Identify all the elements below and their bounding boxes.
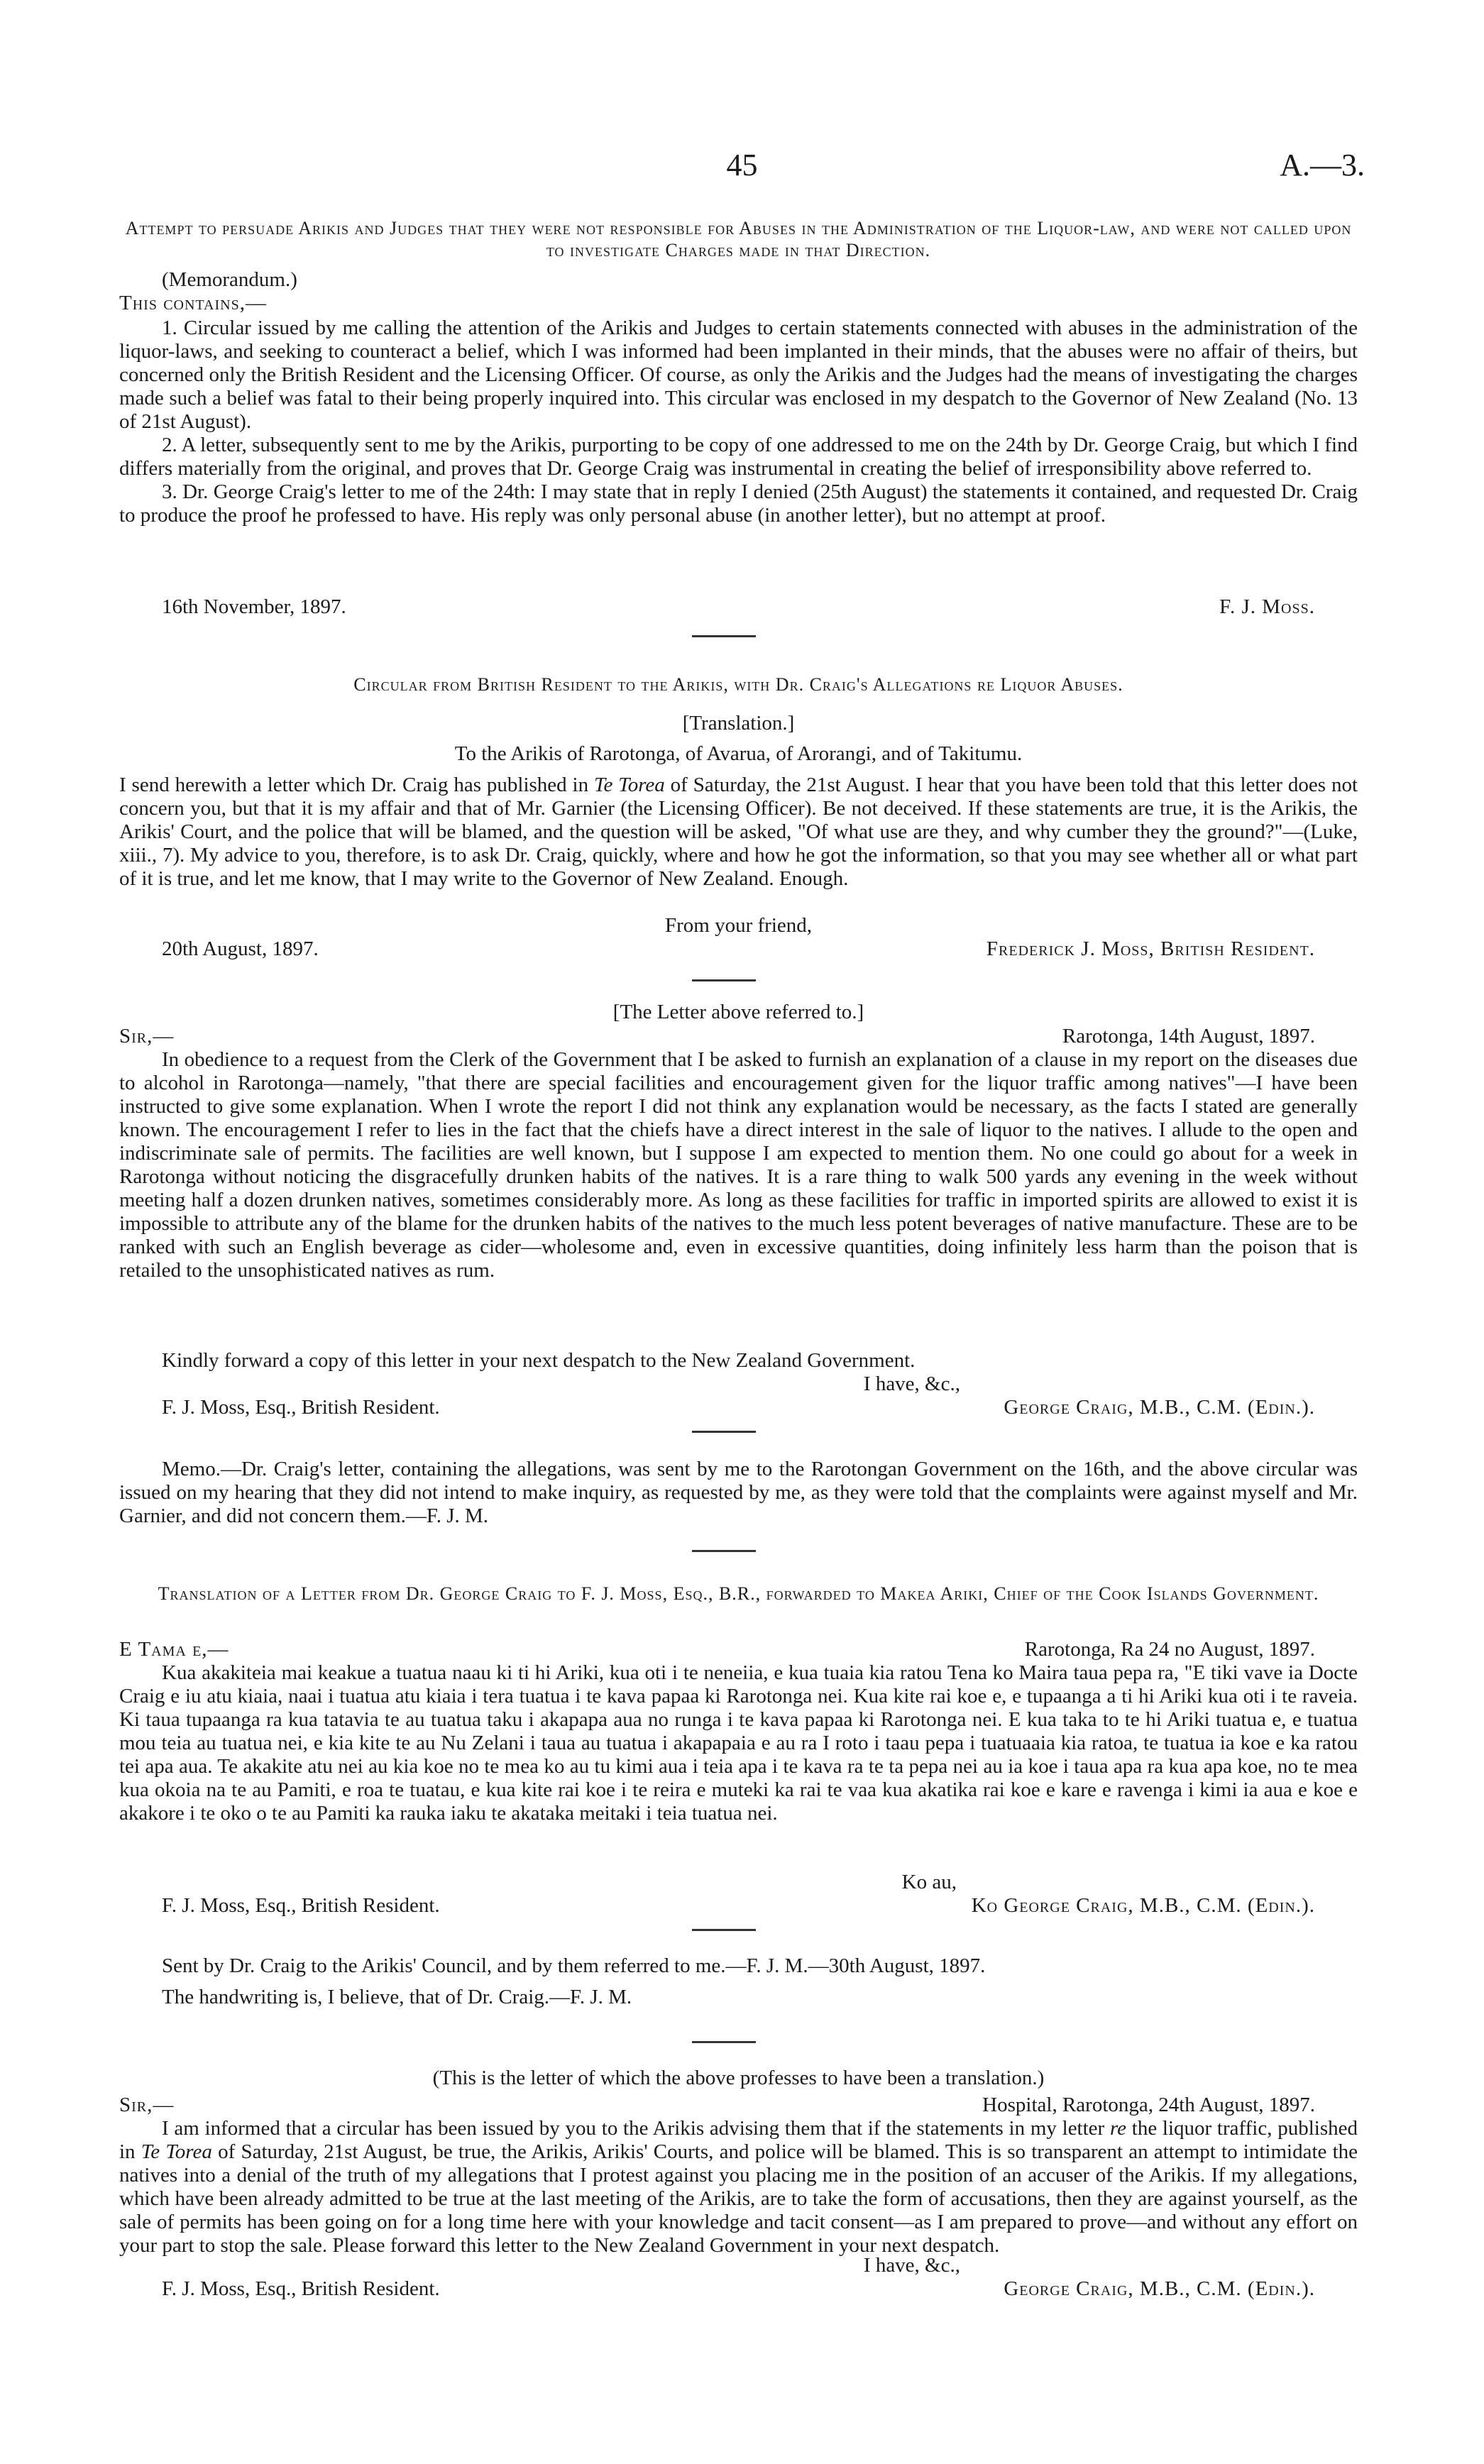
circular-closing: From your friend, xyxy=(665,914,812,937)
section1-title: Attempt to persuade Arikis and Judges that they were not responsible for Abuses in the Administration of the Liquor-law, and were not called upon to investigate Charges made in that Direction. xyxy=(125,218,1352,260)
section2-title: Circular from British Resident to the Arikis, with Dr. Craig's Allegations re Liquor Abuses. xyxy=(353,674,1123,695)
section3-footer xyxy=(119,1396,1358,1419)
letter-request: Kindly forward a copy of this letter in your next despatch to the New Zealand Government. xyxy=(162,1349,916,1372)
letter-heading xyxy=(119,2094,1358,2117)
memo-paragraph: Memo.—Dr. Craig's letter, containing the allegations, was sent by me to the Rarotongan Government on the 16th, and the above circular was issued on my hearing that they did not intend to make inquiry, as requested by me, as they were told that the complaints were against myself and Mr. Garnier, and did not concern them.—F. J. M. xyxy=(119,1458,1358,1527)
circular-body: I send herewith a letter which Dr. Craig has published in Te Torea of Saturday, the 21st August. I hear that you have been told that this letter does not concern you, but that it is my affair and that of Mr. Garnier (the Licensing Officer). Be not deceived. If these statements are true, it is the Arikis, the Arikis' Court, and the police that will be blamed, and the question will be asked, "Of what use are they, and why cumber they the ground?"—(Luke, xiii., 7). My advice to you, therefore, is to ask Dr. Craig, quickly, where and how he got the information, so that you may see whether all or what part of it is true, and let me know, that I may write to the Governor of New Zealand. Enough. xyxy=(119,774,1358,890)
addressee: F. J. Moss, Esq., British Resident. xyxy=(162,1396,440,1419)
letter-closing: Ko au, xyxy=(901,1871,957,1893)
section5-footer xyxy=(119,2277,1358,2301)
signature: F. J. Moss. xyxy=(1219,595,1315,618)
salutation: Sir,— xyxy=(119,1025,175,1047)
section1-footer xyxy=(119,595,1358,619)
section1-items xyxy=(119,317,1358,527)
note: Sent by Dr. Craig to the Arikis' Council, and by them referred to me.—F. J. M.—30th August, 1897. xyxy=(162,1954,986,1977)
divider xyxy=(692,635,756,637)
section4-footer xyxy=(119,1894,1358,1918)
divider xyxy=(692,979,756,981)
date: 20th August, 1897. xyxy=(162,937,319,960)
circular-addressee: To the Arikis of Rarotonga, of Avarua, of Arorangi, and of Takitumu. xyxy=(454,742,1023,765)
section3-title: [The Letter above referred to.] xyxy=(612,1001,864,1023)
document-reference: A.—3. xyxy=(1280,148,1365,182)
date: 16th November, 1897. xyxy=(162,595,346,618)
section5-title: (This is the letter of which the above professes to have been a translation.) xyxy=(432,2067,1045,2089)
list-item: 2. A letter, subsequently sent to me by the Arikis, purporting to be copy of one addressed to me on the 24th by Dr. George Craig, but which I find differs materially from the original, and proves that Dr. George Craig was instrumental in creating the belief of irresponsibility above referred to. xyxy=(119,434,1358,480)
divider xyxy=(692,1431,756,1433)
place-date: Rarotonga, 14th August, 1897. xyxy=(1062,1025,1315,1047)
maori-letter-body: Kua akakiteia mai keakue a tuatua naau ki ti hi Ariki, kua oti i te neneiia, e kua tuaia kia ratou Tena ko Maira taua pepa ra, "E tiki vave ia Docte Craig e iu atu kiaia, naai i tuatua atu kiaia i tera tuatua i te kava papaa ki Rarotonga nei. Kua kite rai koe e, e tupaanga a ti hi Ariki kua oti i te raveia. Ki taua tupaanga ra kua tatavia te au tuatua taku i akapapa aua no runga i te kava papaa ki Rarotonga nei. E kua taka to te hi Ariki tuatua e, e tuatua mou teia au tuatua nei, e kia kite te au Nu Zelani i taua au tuatua i akapapaia e au ra I roto i taau pepa i tuatuaaia kia ratoa, te tuatua ia koe e ka ratou tei apa aua. Te akakite atu nei au kia koe no te mea ko au tu kimi aua i teia apa i te kava ra te ta pepa nei au ia koe i taua apa ra kua apa koe, no te mea kua okoia na te au Pamiti, e roa te tuatau, e kua kite rai koe i te reira e muteki ka rai te vaa kua akatika rai koe e kare e ravenga i kimi ia aua e koe e akakore i te oko o te au Pamiti ka rauka iaku te akataka meitaki i teia tuatua nei. xyxy=(119,1661,1358,1825)
divider xyxy=(692,1550,756,1552)
signature: Ko George Craig, M.B., C.M. (Edin.). xyxy=(971,1894,1315,1917)
note: The handwriting is, I believe, that of Dr. Craig.—F. J. M. xyxy=(162,1986,632,2008)
list-item: 3. Dr. George Craig's letter to me of the 24th: I may state that in reply I denied (25th August) the statements it contained, and requested Dr. Craig to produce the proof he professed to have. His reply was only personal abuse (in another letter), but no attempt at proof. xyxy=(119,480,1358,527)
addressee: F. J. Moss, Esq., British Resident. xyxy=(162,2277,440,2300)
signature: George Craig, M.B., C.M. (Edin.). xyxy=(1004,1396,1315,1419)
letter-body: In obedience to a request from the Clerk of the Government that I be asked to furnish an explanation of a clause in my report on the diseases due to alcohol in Rarotonga—namely, "that there are special facilities and encouragement given for the liquor traffic among natives"—I have been instructed to give some explanation. When I wrote the report I did not think any explanation would be necessary, as the facts I stated are generally known. The encouragement I refer to lies in the fact that the chiefs have a direct interest in the sale of liquor to the natives. I allude to the open and indiscriminate sale of permits. The facilities are well known, but I suppose I am expected to mention them. No one could go about for a week in Rarotonga without noticing the disgracefully drunken habits of the natives. It is a rare thing to walk 500 yards any evening in the week without meeting half a dozen drunken natives, sometimes considerably more. As long as these facilities for traffic in imported spirits are allowed to exist it is impossible to attribute any of the blame for the drunken habits of the natives to the much less potent beverages of native manufacture. These are to be ranked with such an English beverage as cider—wholesome and, even in excessive quantities, doing infinitely less harm than the poison that is retailed to the unsophisticated natives as rum. xyxy=(119,1048,1358,1282)
place-date: Hospital, Rarotonga, 24th August, 1897. xyxy=(982,2094,1315,2116)
divider xyxy=(692,1929,756,1931)
section2-footer xyxy=(119,937,1358,961)
signature: Frederick J. Moss, British Resident. xyxy=(986,937,1315,960)
addressee: F. J. Moss, Esq., British Resident. xyxy=(162,1894,440,1917)
salutation: Sir,— xyxy=(119,2094,175,2116)
translation-label: [Translation.] xyxy=(682,712,795,735)
section1-memo xyxy=(119,268,1358,315)
salutation: E Tama e,— xyxy=(119,1638,229,1661)
letter-heading xyxy=(119,1638,1358,1661)
this-contains: This contains,— xyxy=(119,292,267,314)
list-item: 1. Circular issued by me calling the attention of the Arikis and Judges to certain statements connected with abuses in the administration of the liquor-laws, and seeking to counteract a belief, which I was informed had been implanted in their minds, that the abuses were no affair of theirs, but concerned only the British Resident and the Licensing Officer. Of course, as only the Arikis and the Judges had the means of investigating the charges made such a belief was fatal to their being properly inquired into. This circular was enclosed in my despatch to the Governor of New Zealand (No. 13 of 21st August). xyxy=(119,317,1358,433)
letter-closing: I have, &c., xyxy=(863,1373,960,1395)
letter-heading xyxy=(119,1025,1358,1048)
memo-label: (Memorandum.) xyxy=(162,268,297,291)
signature: George Craig, M.B., C.M. (Edin.). xyxy=(1004,2277,1315,2300)
letter-body: I am informed that a circular has been issued by you to the Arikis advising them that if the statements in my letter re the liquor traffic, published in Te Torea of Saturday, 21st August, be true, the Arikis, Arikis' Courts, and police will be blamed. This is so transparent an attempt to intimidate the natives into a denial of the truth of my allegations that I protest against you placing me in the position of an accuser of the Arikis. If my allegations, which have been already admitted to be true at the last meeting of the Arikis, are to take the form of accusations, then they are against yourself, as the sale of permits has been going on for a long time here with your knowledge and tacit consent—as I am prepared to prove—and without any effort on your part to stop the sale. Please forward this letter to the New Zealand Government in your next despatch. xyxy=(119,2117,1358,2257)
page-number: 45 xyxy=(726,148,758,182)
place-date: Rarotonga, Ra 24 no August, 1897. xyxy=(1024,1638,1315,1661)
notes xyxy=(119,1954,1358,2009)
section4-title: Translation of a Letter from Dr. George Craig to F. J. Moss, Esq., B.R., forwarded to Makea Ariki, Chief of the Cook Islands Government. xyxy=(158,1583,1319,1604)
divider xyxy=(692,2041,756,2043)
letter-closing: I have, &c., xyxy=(863,2254,960,2277)
